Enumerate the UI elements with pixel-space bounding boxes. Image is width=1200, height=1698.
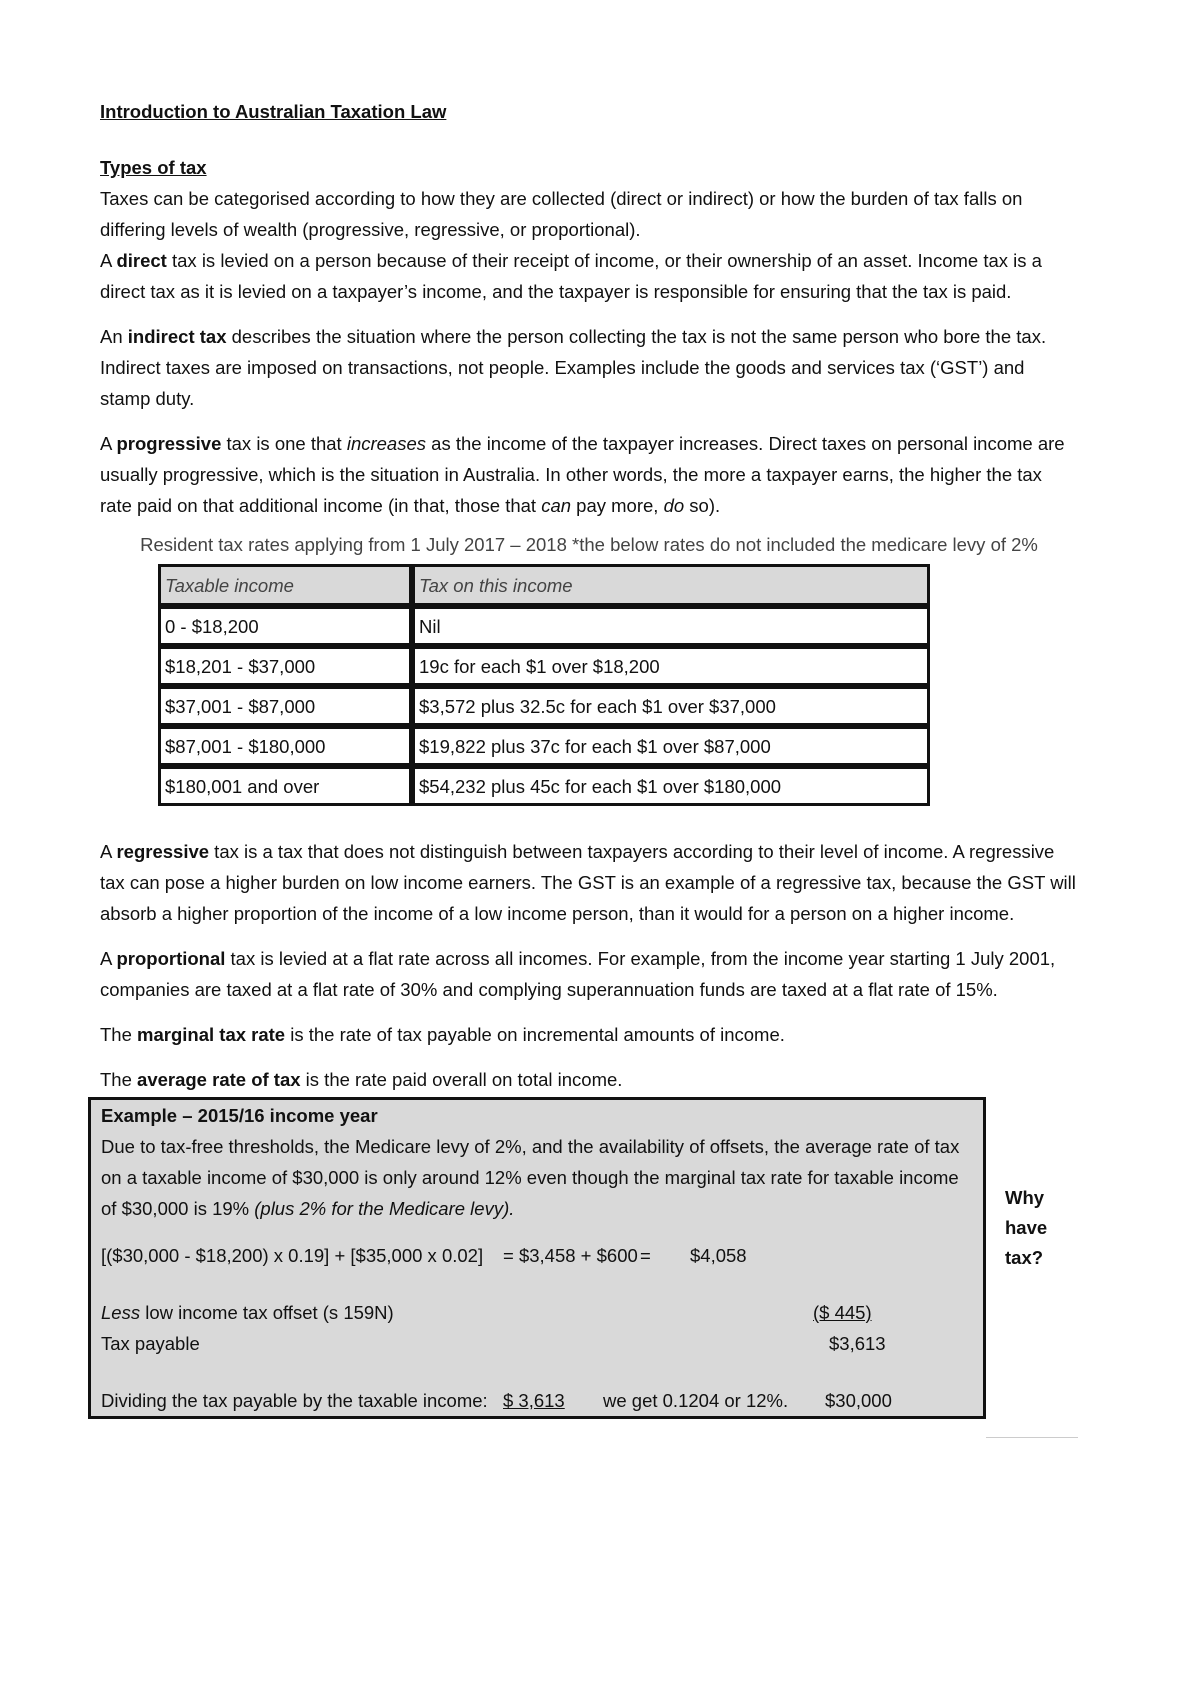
paragraph-indirect-tax: An indirect tax describes the situation where the person collecting the tax is not the same person who bore the tax. Indirect taxes are imposed on transactions, not people. Examples include the goods and services tax (‘GST’) and stamp duty. <box>100 326 1047 409</box>
divide-row <box>101 1385 969 1416</box>
paragraph-progressive-tax: A progressive tax is one that increases as the income of the taxpayer increases. Direct taxes on personal income are usually progressive, which is the situation in Australia. In other words, the more a taxpayer earns, the higher the tax rate paid on that additional income (in that, those that can pay more, do so). <box>100 433 1065 516</box>
table-header-row <box>158 564 930 606</box>
table-row <box>158 726 930 766</box>
offset-value: ($ 445) <box>813 1302 872 1323</box>
document-title: Introduction to Australian Taxation Law <box>100 101 447 122</box>
payable-value: $3,613 <box>829 1333 886 1354</box>
paragraph-regressive-tax: A regressive tax is a tax that does not distinguish between taxpayers according to their level of income. A regressive tax can pose a higher burden on low income earners. The GST is an example of a regressive tax, because the GST will absorb a higher proportion of the income of a low income person, than it would for a person on a higher income. <box>100 841 1076 924</box>
table-cell: Nil <box>412 606 930 646</box>
table-cell: $3,572 plus 32.5c for each $1 over $37,000 <box>412 686 930 726</box>
divide-numerator: $ 3,613 <box>503 1390 565 1411</box>
table-cell: $37,001 - $87,000 <box>158 686 412 726</box>
calc-total: $4,058 <box>690 1245 747 1266</box>
paragraph-average-rate: The average rate of tax is the rate paid overall on total income. <box>100 1069 623 1090</box>
table-row <box>158 686 930 726</box>
header-tax-on-income: Tax on this income <box>412 564 930 606</box>
side-rule <box>986 1437 1078 1438</box>
tax-rates-table <box>158 564 930 806</box>
table-caption: Resident tax rates applying from 1 July 2017 – 2018 *the below rates do not included the medicare levy of 2% <box>140 534 1038 555</box>
paragraph-proportional-tax: A proportional tax is levied at a flat rate across all incomes. For example, from the income year starting 1 July 2001, companies are taxed at a flat rate of 30% and complying superannuation funds are taxed at a flat rate of 15%. <box>100 948 1056 1000</box>
paragraph-direct-tax: A direct tax is levied on a person because of their receipt of income, or their ownership of an asset. Income tax is a direct tax as it is levied on a taxpayer’s income, and the taxpayer is responsible for ensuring that the tax is paid. <box>100 250 1042 302</box>
example-section <box>100 1097 1078 1419</box>
table-row <box>158 766 930 806</box>
document-page <box>100 96 1078 1419</box>
table-cell: 19c for each $1 over $18,200 <box>412 646 930 686</box>
offset-row <box>101 1297 969 1328</box>
divide-result: we get 0.1204 or 12%. <box>603 1390 789 1411</box>
payable-row <box>101 1328 969 1359</box>
table-cell: $19,822 plus 37c for each $1 over $87,000 <box>412 726 930 766</box>
calc-formula: [($30,000 - $18,200) x 0.19] + [$35,000 x 0.02] <box>101 1245 484 1266</box>
table-cell: 0 - $18,200 <box>158 606 412 646</box>
example-box <box>88 1097 986 1419</box>
payable-label: Tax payable <box>101 1333 200 1354</box>
calc-eq1: = $3,458 + $600 <box>503 1245 638 1266</box>
divide-label: Dividing the tax payable by the taxable income: <box>101 1390 488 1411</box>
table-cell: $87,001 - $180,000 <box>158 726 412 766</box>
divide-denominator: $30,000 <box>825 1390 892 1411</box>
example-heading: Example – 2015/16 income year <box>101 1105 378 1126</box>
paragraph-categories: Taxes can be categorised according to how they are collected (direct or indirect) or how the burden of tax falls on differing levels of wealth (progressive, regressive, or proportional). <box>100 188 1023 240</box>
table-row <box>158 646 930 686</box>
table-row <box>158 606 930 646</box>
table-cell: $18,201 - $37,000 <box>158 646 412 686</box>
calculation-row <box>101 1240 969 1271</box>
side-note: Why have tax? <box>1005 1187 1048 1268</box>
types-heading: Types of tax <box>100 157 207 178</box>
table-cell: $54,232 plus 45c for each $1 over $180,000 <box>412 766 930 806</box>
paragraph-marginal-rate: The marginal tax rate is the rate of tax payable on incremental amounts of income. <box>100 1024 785 1045</box>
calc-eq2: = <box>640 1245 651 1266</box>
table-cell: $180,001 and over <box>158 766 412 806</box>
offset-label: Less low income tax offset (s 159N) <box>101 1302 394 1323</box>
header-taxable-income: Taxable income <box>158 564 412 606</box>
example-text: Due to tax-free thresholds, the Medicare levy of 2%, and the availability of offsets, the average rate of tax on a taxable income of $30,000 is only around 12% even though the marginal tax rate for taxable income of $30,000 is 19% (plus 2% for the Medicare levy). <box>101 1136 960 1219</box>
